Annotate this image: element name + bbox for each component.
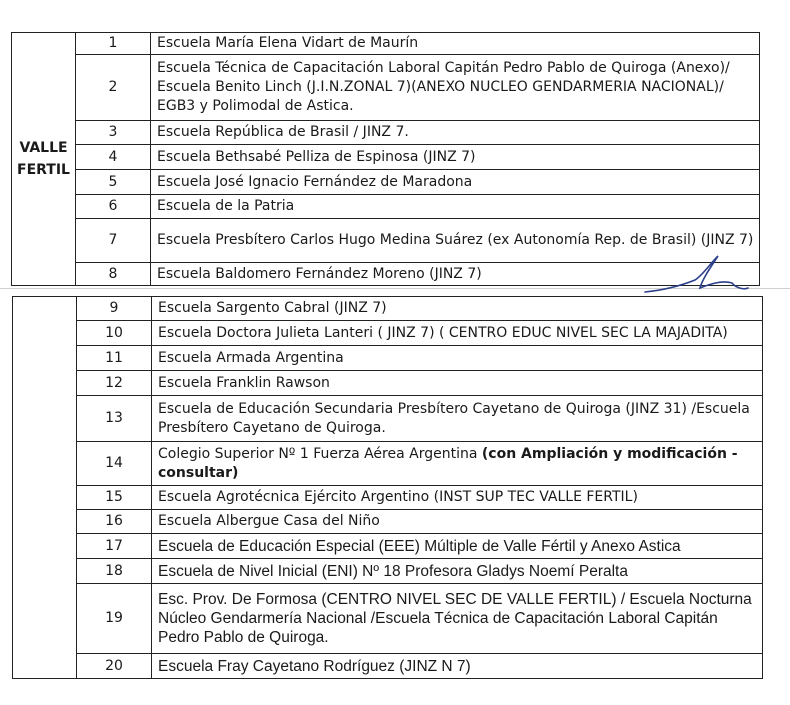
school-name: Escuela Albergue Casa del Niño — [152, 510, 763, 534]
school-name: Escuela Fray Cayetano Rodríguez (JINZ N 7) — [152, 654, 763, 679]
table-row — [13, 371, 763, 396]
handwritten-signature — [640, 250, 750, 300]
school-name: Escuela de Educación Secundaria Presbítero Cayetano de Quiroga (JINZ 31) /Escuela Presbítero Cayetano de Quiroga. — [152, 396, 763, 442]
table-row — [13, 654, 763, 679]
school-name: Escuela Doctora Julieta Lanteri ( JINZ 7) ( CENTRO EDUC NIVEL SEC LA MAJADITA) — [152, 321, 763, 346]
table-row — [13, 534, 763, 559]
table-row — [13, 559, 763, 584]
table-row — [13, 584, 763, 654]
school-name: Escuela de Nivel Inicial (ENI) Nº 18 Profesora Gladys Noemí Peralta — [152, 559, 763, 584]
department-cell-empty — [13, 297, 77, 679]
row-number: 20 — [77, 654, 152, 679]
school-name: Escuela Armada Argentina — [152, 346, 763, 371]
row-number: 5 — [76, 170, 151, 195]
table-row — [13, 510, 763, 534]
row-number: 18 — [77, 559, 152, 584]
row-number: 6 — [76, 195, 151, 219]
row-number: 19 — [77, 584, 152, 654]
table-row — [12, 33, 760, 55]
table-row — [12, 121, 760, 145]
schools-table-part-2 — [12, 296, 763, 679]
row-number: 7 — [76, 219, 151, 263]
row-number: 12 — [77, 371, 152, 396]
school-name: Escuela José Ignacio Fernández de Maradona — [151, 170, 760, 195]
table-row — [13, 297, 763, 321]
department-label: VALLE FERTIL — [17, 140, 70, 178]
row-number: 11 — [77, 346, 152, 371]
school-name: Escuela Técnica de Capacitación Laboral Capitán Pedro Pablo de Quiroga (Anexo)/ Escuela Benito Linch (J.I.N.ZONAL 7)(ANEXO NUCLEO GENDARMERIA NACIONAL)/ EGB3 y Polimodal de Astica. — [151, 55, 760, 121]
row-number: 9 — [77, 297, 152, 321]
row-number: 8 — [76, 263, 151, 286]
row-number: 13 — [77, 396, 152, 442]
table-row — [13, 486, 763, 510]
row-number: 15 — [77, 486, 152, 510]
school-name: Escuela Bethsabé Pelliza de Espinosa (JINZ 7) — [151, 145, 760, 170]
row-number: 10 — [77, 321, 152, 346]
school-name-note: (con Ampliación y modificación - consultar) — [158, 445, 738, 481]
row-number: 1 — [76, 33, 151, 55]
school-name: Escuela María Elena Vidart de Maurín — [151, 33, 760, 55]
school-name: Escuela Franklin Rawson — [152, 371, 763, 396]
row-number: 14 — [77, 442, 152, 486]
school-name: Escuela Sargento Cabral (JINZ 7) — [152, 297, 763, 321]
table-row — [12, 195, 760, 219]
table-row — [13, 396, 763, 442]
table-row — [12, 55, 760, 121]
school-name: Escuela Agrotécnica Ejército Argentino (INST SUP TEC VALLE FERTIL) — [152, 486, 763, 510]
table-row — [13, 346, 763, 371]
schools-table-part-1 — [11, 32, 760, 286]
school-name: Escuela Presbítero Carlos Hugo Medina Suárez (ex Autonomía Rep. de Brasil) (JINZ 7) — [151, 219, 760, 263]
school-name: Esc. Prov. De Formosa (CENTRO NIVEL SEC DE VALLE FERTIL) / Escuela Nocturna Núcleo Gendarmería Nacional /Escuela Técnica de Capacitación Laboral Capitán Pedro Pablo de Quiroga. — [152, 584, 763, 654]
row-number: 3 — [76, 121, 151, 145]
table-row — [13, 321, 763, 346]
school-name: Escuela República de Brasil / JINZ 7. — [151, 121, 760, 145]
school-name: Escuela Baldomero Fernández Moreno (JINZ 7) — [151, 263, 760, 286]
department-cell — [12, 33, 76, 286]
school-name: Escuela de Educación Especial (EEE) Múltiple de Valle Fértil y Anexo Astica — [152, 534, 763, 559]
table-row — [13, 442, 763, 486]
school-name: Escuela de la Patria — [151, 195, 760, 219]
row-number: 16 — [77, 510, 152, 534]
row-number: 17 — [77, 534, 152, 559]
row-number: 2 — [76, 55, 151, 121]
row-number: 4 — [76, 145, 151, 170]
table-row — [12, 145, 760, 170]
table-row — [12, 170, 760, 195]
school-name-text: Colegio Superior Nº 1 Fuerza Aérea Argentina — [158, 445, 482, 462]
school-name — [152, 442, 763, 486]
